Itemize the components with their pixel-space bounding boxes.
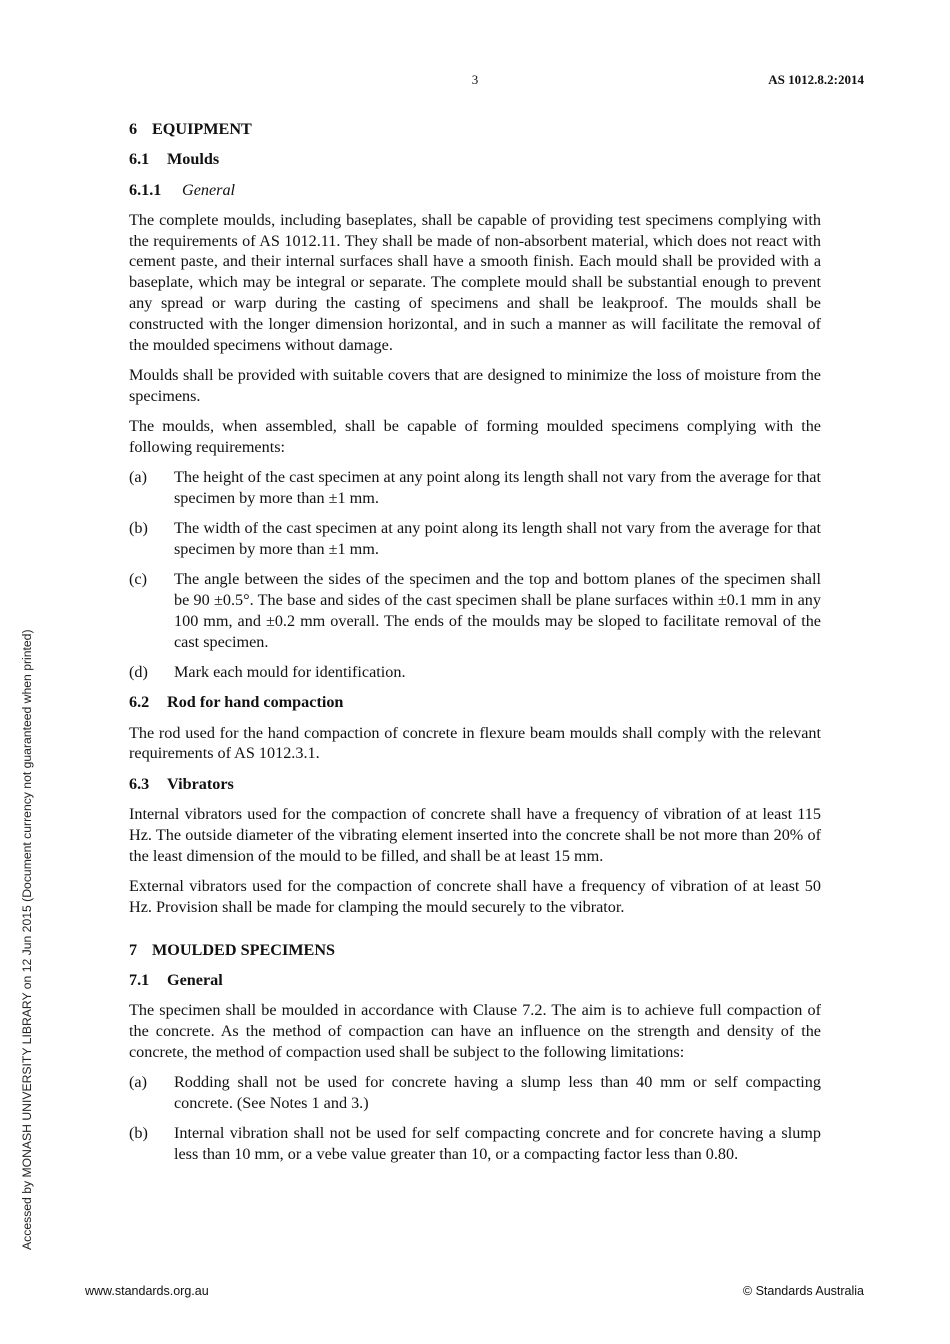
section-number: 6.1 <box>129 150 150 169</box>
paragraph: The rod used for the hand compaction of concrete in flexure beam moulds shall comply with the relevant requirements of AS 1012.3.1. <box>129 723 821 763</box>
section-6-2-heading <box>129 692 821 713</box>
list-text: The height of the cast specimen at any point along its length shall not vary from the average for that specimen by more than ±1 mm. <box>174 468 821 507</box>
list-text: The angle between the sides of the specimen and the top and bottom planes of the specimen shall be 90 ±0.5°. The base and sides of the cast specimen shall be plane surfaces within ±0.1 mm in any 100 mm, and ±0.2 mm overall. The ends of the moulds may be sloped to facilitate removal of the cast specimen. <box>174 570 821 651</box>
document-id: AS 1012.8.2:2014 <box>768 72 864 87</box>
list-item <box>129 662 821 683</box>
section-number: 7.1 <box>129 970 150 989</box>
section-title: General <box>182 180 236 199</box>
paragraph: Moulds shall be provided with suitable covers that are designed to minimize the loss of moisture from the specimens. <box>129 365 821 405</box>
paragraph: The moulds, when assembled, shall be capable of forming moulded specimens complying with the following requirements: <box>129 417 821 456</box>
section-6-3-heading <box>129 774 821 795</box>
section-title: Vibrators <box>167 774 234 793</box>
list-marker: (d) <box>129 663 148 682</box>
document-body <box>129 119 821 1174</box>
paragraph: The complete moulds, including baseplates, shall be capable of providing test specimens complying with the requirements of AS 1012.11. They shall be made of non-absorbent material, which does not react with cement paste, and their internal surfaces shall have a smooth finish. Each mould shall be provided with a baseplate, which may be integral or separate. The complete mould shall be substantial enough to prevent any spread or warp during the casting of specimens and shall be leakproof. The moulds shall be constructed with the longer dimension horizontal, and in such a manner as will facilitate the removal of the moulded specimens without damage. <box>129 210 821 354</box>
list-text: The width of the cast specimen at any point along its length shall not vary from the average for that specimen by more than ±1 mm. <box>174 519 821 559</box>
paragraph: The specimen shall be moulded in accordance with Clause 7.2. The aim is to achieve full compaction of the concrete. As the method of compaction can have an influence on the strength and density of the concrete, the method of compaction used shall be subject to the following limitations: <box>129 1001 821 1061</box>
section-title: General <box>167 970 223 989</box>
section-number: 6.2 <box>129 693 150 712</box>
list-item <box>129 518 821 560</box>
section-6-heading <box>129 119 821 140</box>
list-item <box>129 467 821 509</box>
section-number: 6.3 <box>129 774 150 793</box>
list-marker: (b) <box>129 1124 148 1143</box>
list-marker: (a) <box>129 468 147 487</box>
section-7-heading <box>129 940 821 961</box>
list-marker: (b) <box>129 519 148 538</box>
list-text: Mark each mould for identification. <box>174 663 406 682</box>
list-text: Internal vibration shall not be used for self compacting concrete and for concrete having a slump less than 10 mm, or a vebe value greater than 10, or a compacting factor less than 0.80. <box>174 1124 821 1163</box>
section-number: 7 <box>129 940 138 959</box>
list-item <box>129 1072 821 1114</box>
section-number: 6.1.1 <box>129 180 162 199</box>
access-watermark: Accessed by MONASH UNIVERSITY LIBRARY on 12 Jun 2015 (Document currency not guaranteed when printed) <box>20 629 34 1250</box>
list-marker: (c) <box>129 570 147 589</box>
paragraph: Internal vibrators used for the compaction of concrete shall have a frequency of vibration of at least 115 Hz. The outside diameter of the vibrating element inserted into the concrete shall be not more than 20% of the least dimension of the mould to be filled, and shall be at least 15 mm. <box>129 805 821 865</box>
list-text: Rodding shall not be used for concrete having a slump less than 40 mm or self compacting concrete. (See Notes 1 and 3.) <box>174 1072 821 1112</box>
paragraph: External vibrators used for the compaction of concrete shall have a frequency of vibration of at least 50 Hz. Provision shall be made for clamping the mould securely to the vibrator. <box>129 876 821 916</box>
page-number: 3 <box>471 72 479 87</box>
section-6-1-heading <box>129 149 821 170</box>
section-title: MOULDED SPECIMENS <box>152 940 336 959</box>
footer-copyright: © Standards Australia <box>742 1284 864 1298</box>
section-title: EQUIPMENT <box>152 120 252 138</box>
list-item <box>129 569 821 652</box>
section-6-1-1-heading <box>129 180 821 201</box>
list-item <box>129 1123 821 1165</box>
list-marker: (a) <box>129 1072 147 1091</box>
footer-website: www.standards.org.au <box>85 1284 209 1298</box>
section-title: Moulds <box>167 150 220 169</box>
section-title: Rod for hand compaction <box>167 693 344 712</box>
section-7-1-heading <box>129 970 821 991</box>
section-number: 6 <box>129 120 138 138</box>
